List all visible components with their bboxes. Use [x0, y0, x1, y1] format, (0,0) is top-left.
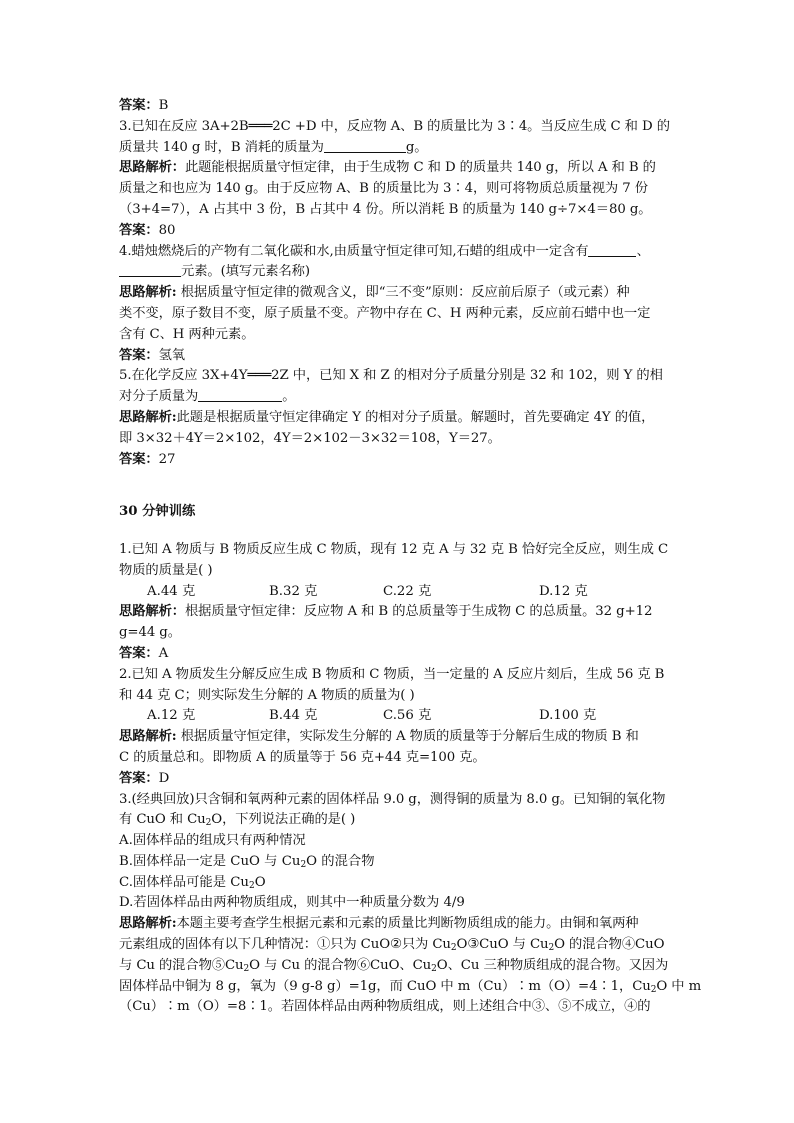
analysis-text: O 的混合物④CuO	[554, 937, 665, 953]
analysis-label: 思路解析:	[119, 729, 177, 745]
fill-blank	[324, 138, 406, 153]
answer-value: B	[158, 98, 169, 113]
analysis-line	[119, 408, 679, 429]
question-text: 和 44 克 C；则实际发生分解的 A 物质的质量为( )	[119, 687, 415, 703]
analysis-text: 根据质量守恒定律的微观含义，即“三不变”原则：反应前后原子（或元素）种	[176, 285, 630, 301]
analysis-label: 思路解析：	[119, 160, 185, 176]
question-text: 。	[282, 389, 296, 405]
subscript: 2	[248, 880, 255, 891]
choice-text: O 的混合物	[306, 853, 375, 869]
option-a: A.12 克	[147, 708, 196, 724]
analysis-line	[119, 179, 679, 200]
choice-text: A.固体样品的组成只有两种情况	[119, 833, 306, 849]
question-3-line2	[119, 138, 679, 159]
analysis-text: O 与 Cu 的混合物⑥CuO、Cu	[249, 957, 432, 973]
analysis-label: 思路解析:	[119, 409, 177, 425]
question-2	[119, 665, 679, 686]
fill-blank	[198, 387, 282, 402]
analysis-label: 思路解析:	[119, 285, 177, 301]
section-title: 30 分钟训练	[119, 504, 196, 520]
question-5	[119, 366, 679, 387]
analysis-line	[119, 748, 679, 769]
analysis-line	[119, 304, 679, 325]
answer-label: 答案：	[119, 347, 159, 363]
option-d: D.12 克	[539, 583, 588, 599]
analysis-line	[119, 200, 679, 221]
analysis-label: 思路解析：	[119, 604, 185, 620]
analysis-line	[119, 935, 679, 956]
analysis-text: 此题能根据质量守恒定律，由于生成物 C 和 D 的质量共 140 g，所以 A 和 B 的	[184, 160, 656, 176]
question-text: O，下列说法正确的是( )	[211, 812, 356, 828]
answer-value: A	[158, 645, 169, 661]
analysis-line	[119, 623, 679, 644]
option-c: C.22 克	[383, 583, 432, 599]
analysis-text: 与 Cu 的混合物⑤Cu	[119, 957, 244, 973]
analysis-line	[119, 956, 679, 977]
options-row	[119, 582, 679, 603]
fill-blank	[588, 242, 636, 257]
question-text: 物质的质量是( )	[119, 562, 213, 578]
answer-label: 答案：	[119, 98, 159, 113]
choice-d	[119, 893, 679, 914]
subscript: 2	[243, 963, 250, 974]
analysis-text: O③CuO 与 Cu	[456, 937, 549, 953]
question-3-training	[119, 790, 679, 811]
analysis-line	[119, 914, 679, 935]
question-text: 2.已知 A 物质发生分解反应生成 B 物质和 C 物质，当一定量的 A 反应片刻后，生成 56 克 B	[119, 666, 665, 682]
analysis-line	[119, 283, 679, 304]
choice-c	[119, 873, 679, 894]
answer-value: D	[158, 770, 170, 786]
question-5-line2	[119, 387, 679, 408]
question-text: 有 CuO 和 Cu	[119, 812, 206, 828]
analysis-line	[119, 325, 679, 346]
answer-value: 80	[158, 222, 176, 238]
question-3	[119, 117, 679, 138]
choice-text: C.固体样品可能是 Cu	[119, 874, 249, 890]
subscript: 2	[205, 818, 212, 829]
analysis-text: O、Cu 三种物质组成的混合物。又因为	[436, 957, 669, 973]
question-text: 4.蜡烛燃烧后的产物有二氧化碳和水,由质量守恒定律可知,石蜡的组成中一定含有	[119, 243, 589, 259]
question-1-line2	[119, 561, 679, 582]
question-text: 质量共 140 g 时，B 消耗的质量为	[119, 139, 324, 155]
answer-line	[119, 96, 679, 117]
answer-line	[119, 644, 679, 665]
question-4-line2	[119, 262, 679, 283]
analysis-text: g=44 g。	[119, 625, 181, 641]
subscript: 2	[431, 963, 437, 974]
question-1	[119, 540, 679, 561]
analysis-text: （3+4=7），A 占其中 3 份，B 占其中 4 份。所以消耗 B 的质量为 140 g÷7×4＝80 g。	[119, 201, 652, 217]
answer-line	[119, 346, 679, 367]
choice-text: B.固体样品一定是 CuO 与 Cu	[119, 853, 301, 869]
question-2-line2	[119, 686, 679, 707]
analysis-text: 此题是根据质量守恒定律确定 Y 的相对分子质量。解题时，首先要确定 4Y 的值，	[176, 409, 655, 425]
analysis-text: 固体样品中铜为 8 g，氧为（9 g-8 g）=1g，而 CuO 中 m（Cu）∶m（O）=4∶1，Cu	[119, 978, 651, 994]
choice-a	[119, 831, 679, 852]
option-d: D.100 克	[539, 708, 597, 724]
choice-text: O	[254, 874, 266, 890]
analysis-text: C 的质量总和。即物质 A 的质量等于 56 克+44 克=100 克。	[119, 749, 486, 765]
question-text: 对分子质量为	[119, 389, 199, 405]
question-text: 、	[636, 243, 650, 259]
answer-line	[119, 450, 679, 471]
answer-label: 答案：	[119, 222, 159, 238]
analysis-text: 元素组成的固体有以下几种情况：①只为 CuO②只为 Cu	[119, 937, 451, 953]
analysis-line	[119, 158, 679, 179]
analysis-label: 思路解析:	[119, 916, 177, 932]
answer-label: 答案：	[119, 770, 159, 786]
answer-line	[119, 221, 679, 242]
answer-value: 27	[158, 451, 176, 467]
subscript: 2	[650, 984, 657, 995]
question-text: 3.(经典回放)只含铜和氧两种元素的固体样品 9.0 g，测得铜的质量为 8.0 g。已知铜的氧化物	[119, 791, 666, 807]
analysis-text: 本题主要考查学生根据元素和元素的质量比判断物质组成的能力。由铜和氧两种	[176, 916, 639, 932]
question-text: 5.在化学反应 3X+4Y═══2Z 中，已知 X 和 Z 的相对分子质量分别是 32 和 102，则 Y 的相	[119, 368, 663, 384]
analysis-text: 根据质量守恒定律：反应物 A 和 B 的总质量等于生成物 C 的总质量。32 g+12	[184, 604, 653, 620]
analysis-text: （Cu）∶m（O）=8∶1。若固体样品由两种物质组成，则上述组合中③、⑤不成立，④的	[119, 999, 651, 1015]
answer-label: 答案：	[119, 645, 159, 661]
choice-b	[119, 852, 679, 873]
subscript: 2	[300, 859, 307, 870]
question-3-training-line2	[119, 810, 679, 831]
analysis-text: 类不变，原子数目不变，原子质量不变。产物中存在 C、H 两种元素，反应前石蜡中也一定	[119, 305, 651, 321]
question-text: 1.已知 A 物质与 B 物质反应生成 C 物质，现有 12 克 A 与 32 克 B 恰好完全反应，则生成 C	[119, 541, 669, 557]
choice-text: D.若固体样品由两种物质组成，则其中一种质量分数为 4/9	[119, 895, 465, 911]
analysis-line	[119, 997, 679, 1018]
analysis-text: 质量之和也应为 140 g。由于反应物 A、B 的质量比为 3∶4，则可将物质总质量视为 7 份	[119, 181, 648, 197]
question-4	[119, 242, 679, 263]
document-page	[119, 96, 702, 1018]
question-text: 3.已知在反应 3A+2B═══2C +D 中，反应物 A、B 的质量比为 3∶4。当反应生成 C 和 D 的	[119, 118, 670, 134]
subscript: 2	[450, 943, 457, 954]
analysis-line	[119, 977, 702, 998]
answer-line	[119, 769, 679, 790]
option-a: A.44 克	[147, 583, 196, 599]
analysis-line	[119, 429, 679, 450]
analysis-text: 根据质量守恒定律，实际发生分解的 A 物质的质量等于分解后生成的物质 B 和	[176, 729, 639, 745]
subscript: 2	[548, 943, 555, 954]
options-row	[119, 706, 679, 727]
analysis-line	[119, 602, 679, 623]
answer-label: 答案：	[119, 451, 159, 467]
analysis-text: 即 3×32＋4Y＝2×102，4Y＝2×102－3×32＝108，Y＝27。	[119, 430, 501, 446]
option-b: B.44 克	[269, 708, 318, 724]
analysis-line	[119, 727, 679, 748]
option-c: C.56 克	[383, 708, 432, 724]
analysis-text: O 中 m	[656, 978, 702, 994]
question-text: g。	[405, 139, 428, 155]
fill-blank	[119, 262, 181, 277]
analysis-text: 含有 C、H 两种元素。	[119, 326, 255, 342]
question-text: 元素。(填写元素名称)	[181, 264, 310, 280]
option-b: B.32 克	[269, 583, 318, 599]
answer-value: 氢氧	[158, 347, 185, 363]
